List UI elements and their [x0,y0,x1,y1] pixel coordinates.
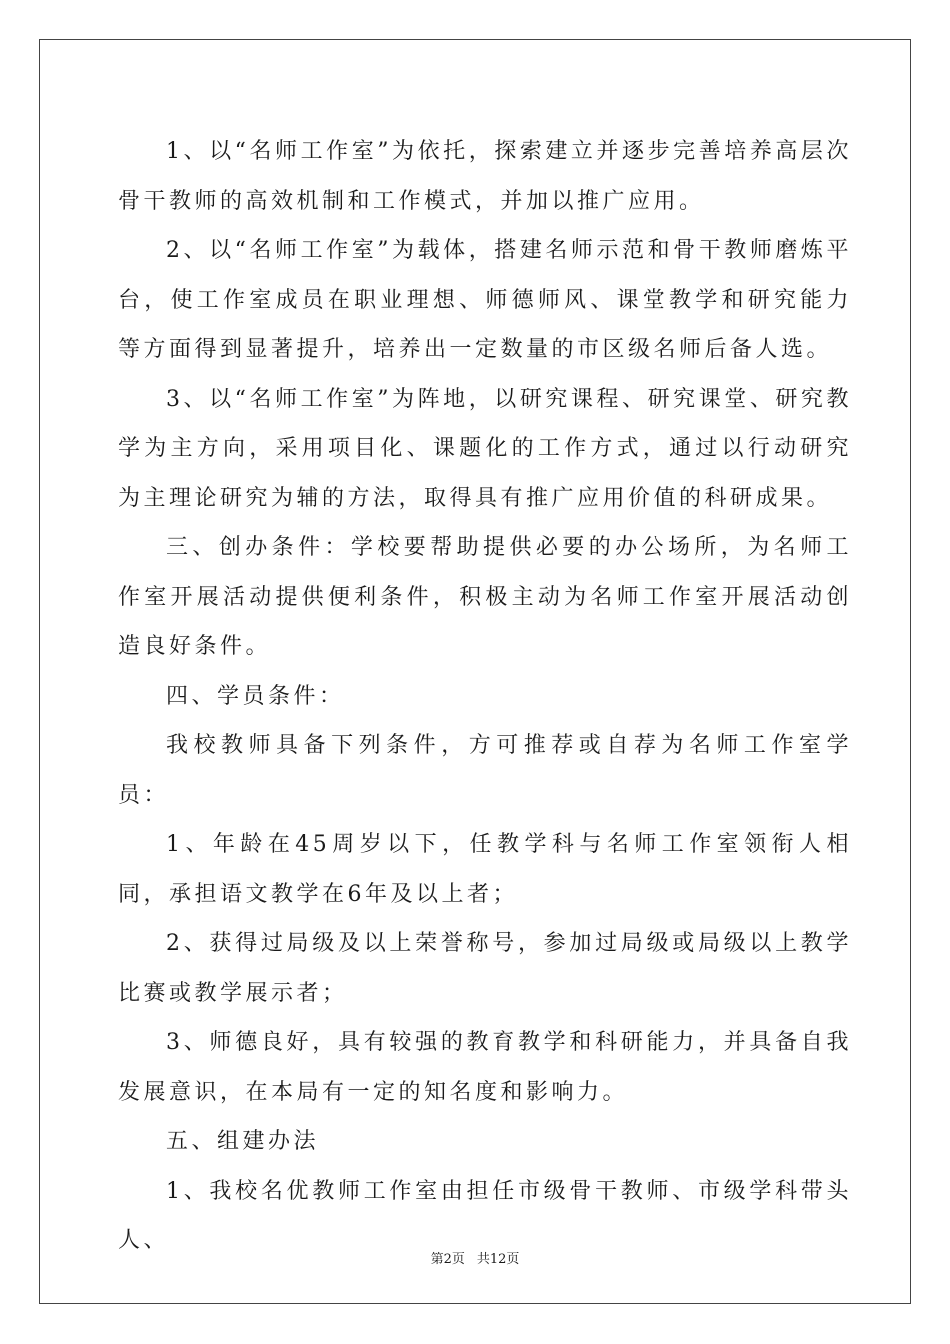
page-footer [0,1248,950,1267]
paragraph-2: 2、以“名师工作室”为载体，搭建名师示范和骨干教师磨炼平台，使工作室成员在职业理想、师德师风、课堂教学和研究能力等方面得到显著提升，培养出一定数量的市区级名师后备人选。 [118,238,852,362]
paragraph-4: 三、创办条件：学校要帮助提供必要的办公场所，为名师工作室开展活动提供便利条件，积极主动为名师工作室开展活动创造良好条件。 [118,535,852,659]
paragraph-3: 3、以“名师工作室”为阵地，以研究课程、研究课堂、研究教学为主方向，采用项目化、课题化的工作方式，通过以行动研究为主理论研究为辅的方法，取得具有推广应用价值的科研成果。 [118,386,852,511]
paragraph-6: 我校教师具备下列条件，方可推荐或自荐为名师工作室学员： [118,733,852,808]
page-number: 第2页 [430,1252,465,1267]
paragraph-8: 2、获得过局级及以上荣誉称号，参加过局级或局级以上教学比赛或教学展示者； [118,931,852,1006]
paragraph-1: 1、以“名师工作室”为依托，探索建立并逐步完善培养高层次骨干教师的高效机制和工作模式，并加以推广应用。 [118,139,852,214]
paragraph-9: 3、师德良好，具有较强的教育教学和科研能力，并具备自我发展意识，在本局有一定的知名度和影响力。 [118,1030,852,1105]
paragraph-10: 五、组建办法 [166,1129,320,1154]
paragraph-7: 1、年龄在45周岁以下，任教学科与名师工作室领衔人相同，承担语文教学在6年及以上者； [118,832,852,907]
total-pages: 共12页 [476,1252,520,1267]
paragraph-5: 四、学员条件： [166,683,345,709]
document-body [118,127,852,1266]
paragraph-11: 1、我校名优教师工作室由担任市级骨干教师、市级学科带头人、 [118,1178,852,1253]
